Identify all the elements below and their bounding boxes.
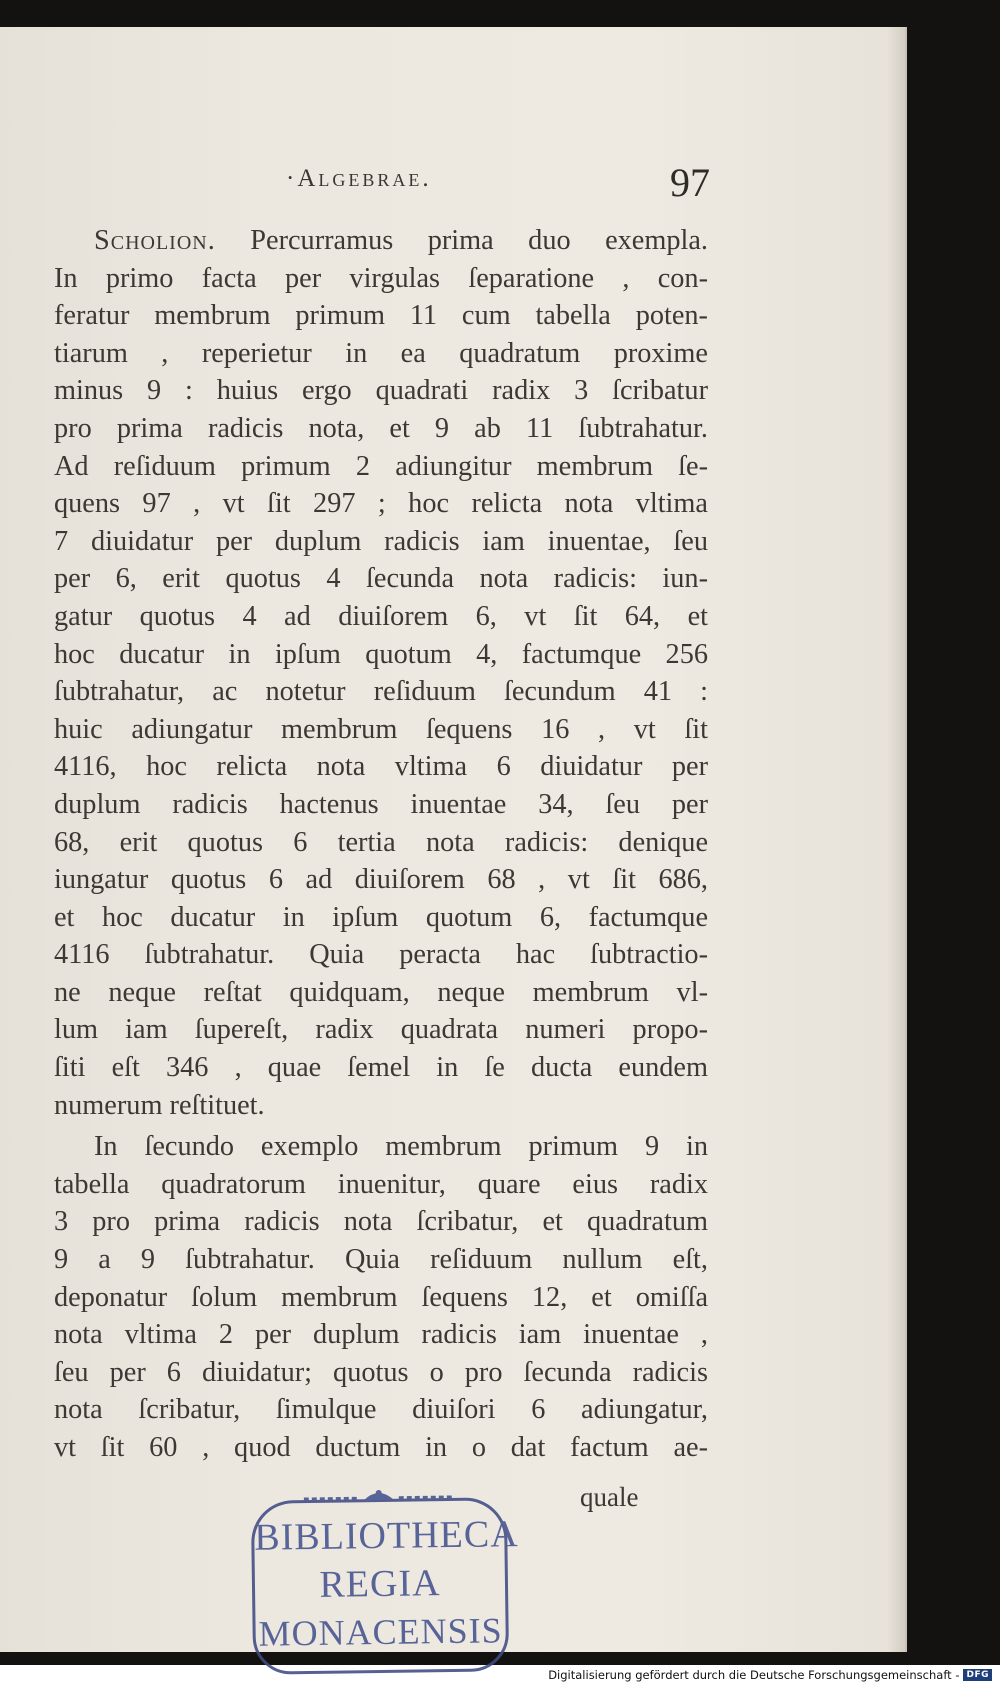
text-line: vt ſit 60 , quod ductum in o dat factum ae- <box>54 1432 708 1463</box>
text-line: 4116 ſubtrahatur. Quia peracta hac ſubtractio- <box>54 939 708 971</box>
text-line: tabella quadratorum inuenitur, quare eius radix <box>54 1168 708 1200</box>
running-title: ·Algebrae. <box>286 165 432 192</box>
text-line <box>54 222 708 260</box>
stamp-line-1: BIBLIOTHECA <box>254 1513 519 1559</box>
text-line: minus 9 : huius ergo quadrati radix 3 ſcribatur <box>54 375 708 407</box>
text-line: feratur membrum primum 11 cum tabella poten- <box>54 300 708 332</box>
library-stamp <box>251 1497 519 1675</box>
text-line: lum iam ſupereſt, radix quadrata numeri propo- <box>54 1014 708 1046</box>
text-line: deponatur ſolum membrum ſequens 12, et omiſſa <box>54 1281 708 1313</box>
text-line: per 6, erit quotus 4 ſecunda nota radicis: iun- <box>54 563 708 595</box>
text-line: et hoc ducatur in ipſum quotum 6, factumque <box>54 901 708 933</box>
page-number: 97 <box>670 160 710 205</box>
text-line: nota ſcribatur, ſimulque diuiſori 6 adiungatur, <box>54 1394 708 1426</box>
dfg-logo-icon: DFG <box>963 1669 992 1681</box>
text-line: gatur quotus 4 ad diuiſorem 6, vt ſit 64, et <box>54 600 708 632</box>
text-line: numerum reſtituet. <box>54 1089 265 1121</box>
catchword: quale <box>580 1482 639 1512</box>
text-line: pro prima radicis nota, et 9 ab 11 ſubtrahatur. <box>54 412 708 444</box>
text-line: 4116, hoc relicta nota vltima 6 diuidatur per <box>54 751 708 783</box>
running-head <box>0 139 905 205</box>
text-line: 68, erit quotus 6 tertia nota radicis: denique <box>54 826 708 858</box>
text-line: tiarum , reperietur in ea quadratum proxime <box>54 337 708 369</box>
text-line: In primo facta per virgulas ſeparatione , con- <box>54 262 708 294</box>
text-line: iungatur quotus 6 ad diuiſorem 68 , vt ſit 686, <box>54 864 708 896</box>
main-text <box>54 222 708 1467</box>
text-line: ſiti eſt 346 , quae ſemel in ſe ducta eundem <box>54 1052 708 1084</box>
text-line: ſubtrahatur, ac notetur reſiduum ſecundum 41 : <box>54 676 708 708</box>
digitization-credit <box>548 1666 992 1684</box>
stamp-crown-ornament <box>304 1487 454 1507</box>
text-line: ne neque reſtat quidquam, neque membrum vl- <box>54 976 708 1008</box>
text-line: 7 diuidatur per duplum radicis iam inuentae, ſeu <box>54 525 708 557</box>
text-line: duplum radicis hactenus inuentae 34, ſeu per <box>54 788 708 820</box>
text-line-content: Percurramus prima duo exempla. <box>250 225 708 256</box>
stamp-line-3: MONACENSIS <box>258 1610 503 1654</box>
text-line: In ſecundo exemplo membrum primum 9 in <box>94 1131 708 1163</box>
text-line: nota vltima 2 per duplum radicis iam inuentae , <box>54 1319 708 1351</box>
text-line: Ad reſiduum primum 2 adiungitur membrum ſe- <box>54 450 708 482</box>
text-line: hoc ducatur in ipſum quotum 4, factumque 256 <box>54 638 708 670</box>
text-line: huic adiungatur membrum ſequens 16 , vt ſit <box>54 713 708 745</box>
stamp-line-2: REGIA <box>319 1562 441 1606</box>
text-line: ſeu per 6 diuidatur; quotus o pro ſecunda radicis <box>54 1356 708 1388</box>
paragraph-2 <box>54 1128 708 1466</box>
text-line: quens 97 , vt ſit 297 ; hoc relicta nota vltima <box>54 488 708 520</box>
text-line: 3 pro prima radicis nota ſcribatur, et quadratum <box>54 1206 708 1238</box>
book-page <box>0 27 907 1652</box>
text-line: 9 a 9 ſubtrahatur. Quia reſiduum nullum eſt, <box>54 1244 708 1276</box>
paragraph-1 <box>54 222 708 1124</box>
credit-text: Digitalisierung gefördert durch die Deutsche Forschungsgemeinschaft - <box>548 1668 960 1682</box>
section-lead: Scholion. <box>94 225 216 256</box>
